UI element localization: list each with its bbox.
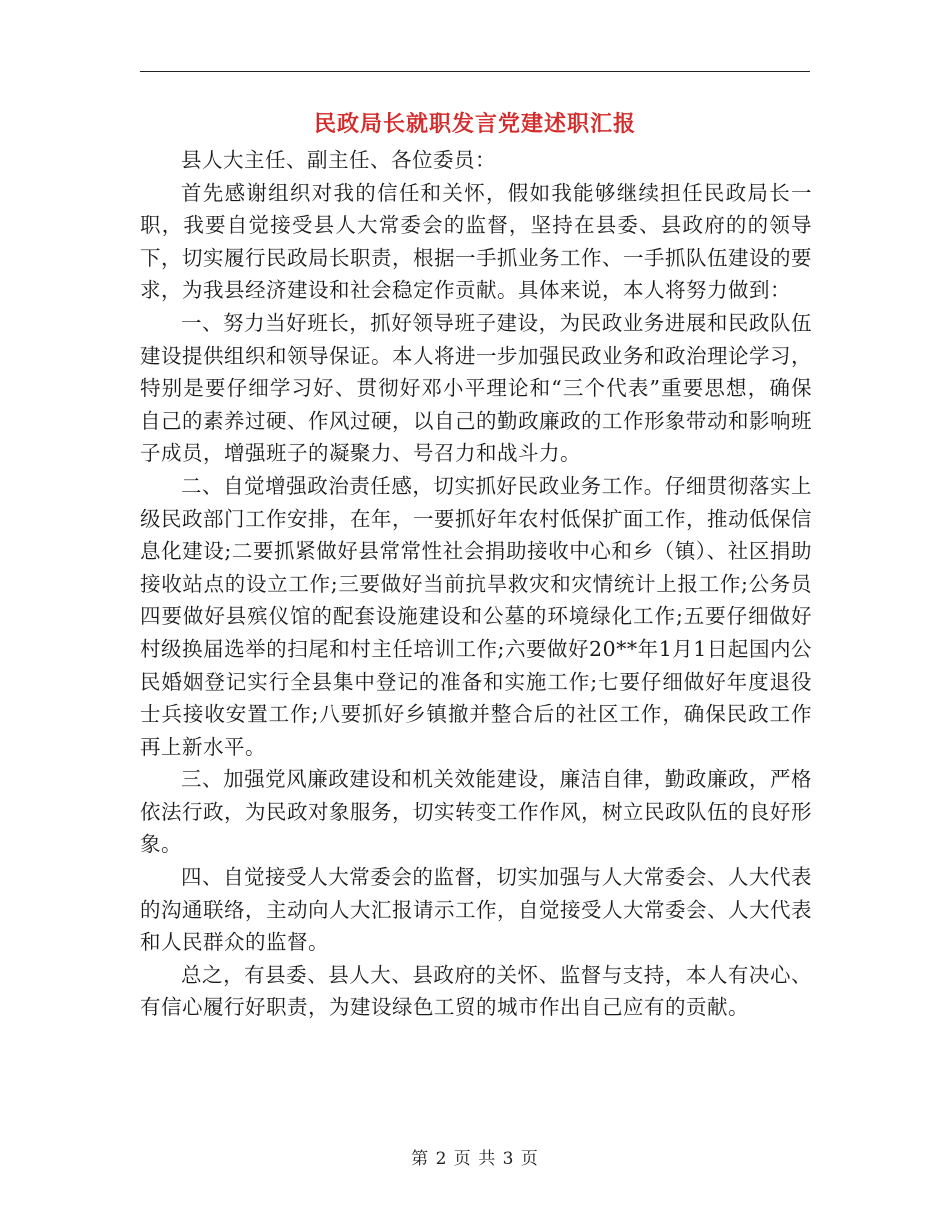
conclusion-paragraph: 总之，有县委、县人大、县政府的关怀、监督与支持，本人有决心、有信心履行好职责，为建设绿色工贸的城市作出自己应有的贡献。 <box>140 962 812 1020</box>
page-number-footer: 第 2 页 共 3 页 <box>411 1149 539 1169</box>
point-three-paragraph: 三、加强党风廉政建设和机关效能建设，廉洁自律，勤政廉政，严格依法行政，为民政对象服务，切实转变工作作风，树立民政队伍的良好形象。 <box>140 767 812 857</box>
header-rule <box>140 71 810 72</box>
intro-paragraph: 首先感谢组织对我的信任和关怀，假如我能够继续担任民政局长一职，我要自觉接受县人大常委会的监督，坚持在县委、县政府的的领导下，切实履行民政局长职责，根据一手抓业务工作、一手抓队伍建设的要求，为我县经济建设和社会稳定作贡献。具体来说，本人将努力做到： <box>140 180 812 303</box>
point-two-paragraph: 二、自觉增强政治责任感，切实抓好民政业务工作。仔细贯彻落实上级民政部门工作安排，在年，一要抓好年农村低保扩面工作，推动低保信息化建设;二要抓紧做好县常常性社会捐助接收中心和乡（镇）、社区捐助接收站点的设立工作;三要做好当前抗旱救灾和灾情统计上报工作;公务员四要做好县殡仪馆的配套设施建设和公墓的环境绿化工作;五要仔细做好村级换届选举的扫尾和村主任培训工作;六要做好20**年1月1日起国内公民婚姻登记实行全县集中登记的准备和实施工作;七要仔细做好年度退役士兵接收安置工作;八要抓好乡镇撤并整合后的社区工作，确保民政工作再上新水平。 <box>140 473 812 759</box>
point-one-paragraph: 一、努力当好班长，抓好领导班子建设，为民政业务进展和民政队伍建设提供组织和领导保证。本人将进一步加强民政业务和政治理论学习，特别是要仔细学习好、贯彻好邓小平理论和“三个代表”重要思想，确保自己的素养过硬、作风过硬，以自己的勤政廉政的工作形象带动和影响班子成员，增强班子的凝聚力、号召力和战斗力。 <box>140 310 812 466</box>
salutation-paragraph: 县人大主任、副主任、各位委员： <box>181 148 496 172</box>
document-body <box>140 144 812 1024</box>
point-four-paragraph: 四、自觉接受人大常委会的监督，切实加强与人大常委会、人大代表的沟通联络，主动向人大汇报请示工作，自觉接受人大常委会、人大代表和人民群众的监督。 <box>140 865 812 955</box>
document-title: 民政局长就职发言党建述职汇报 <box>313 111 636 137</box>
